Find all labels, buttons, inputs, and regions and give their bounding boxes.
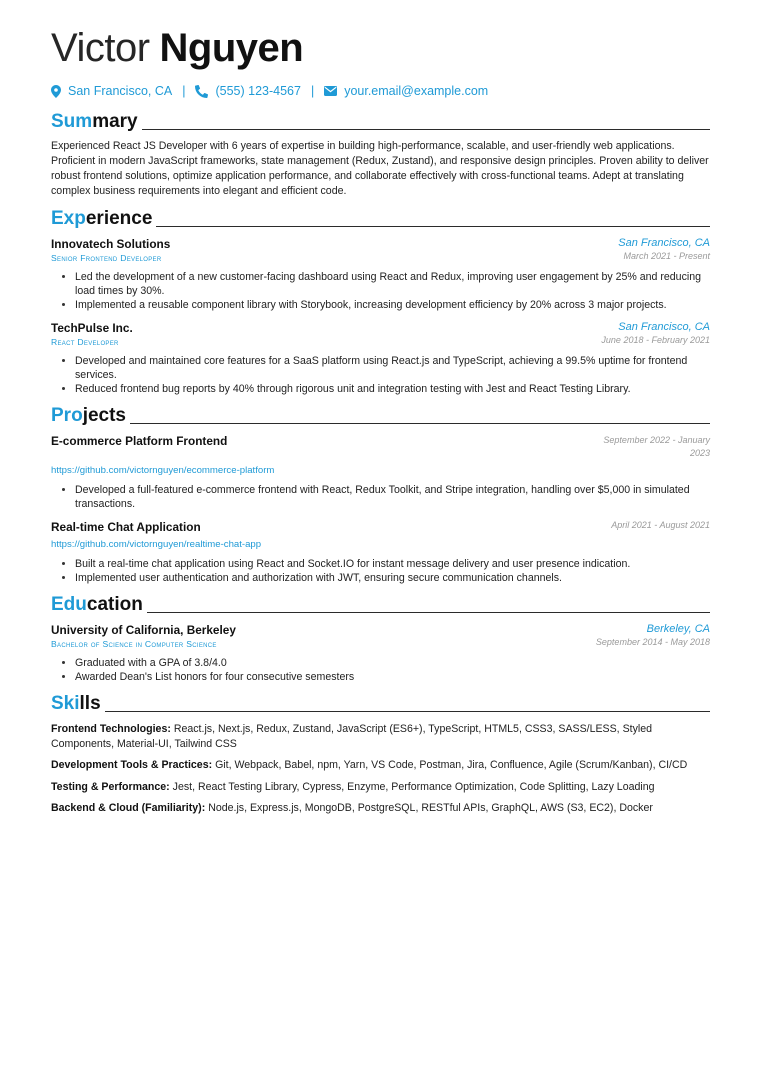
- section-rule: [105, 711, 710, 712]
- bullet-item: • Implemented user authentication and authorization with JWT, ensuring secure communication channels.: [75, 571, 710, 585]
- bullet-item: • Implemented a reusable component library with Storybook, increasing development efficiency by 20% across 3 major projects.: [75, 298, 710, 312]
- email-text: your.email@example.com: [344, 84, 489, 98]
- section-title: Skills: [51, 693, 101, 714]
- company-name: Innovatech Solutions: [51, 237, 171, 251]
- bullet-list: [51, 656, 710, 684]
- skill-line: [51, 722, 710, 751]
- job-location: San Francisco, CA: [618, 237, 710, 249]
- skill-label: Backend & Cloud (Familiarity):: [51, 802, 206, 814]
- bullet-list: [51, 557, 710, 585]
- last-name: Nguyen: [159, 26, 304, 70]
- school-name: University of California, Berkeley: [51, 623, 236, 637]
- contact-line: [51, 84, 710, 98]
- job-dates: June 2018 - February 2021: [601, 335, 710, 345]
- skill-value: Node.js, Express.js, MongoDB, PostgreSQL, RESTful APIs, GraphQL, AWS (S3, EC2), Docker: [208, 802, 653, 814]
- section-title: Education: [51, 594, 143, 615]
- section-heading-summary: [51, 112, 710, 131]
- project-entry: [51, 520, 710, 585]
- bullet-item: • Developed a full-featured e-commerce frontend with React, Redux Toolkit, and Stripe integration, handling over $5,000 in simulated transactions.: [75, 483, 710, 511]
- skill-value: Git, Webpack, Babel, npm, Yarn, VS Code, Postman, Jira, Confluence, Agile (Scrum/Kanban), CI/CD: [215, 759, 688, 771]
- section-rule: [142, 129, 710, 130]
- map-pin-icon: [51, 85, 61, 98]
- bullet-item: • Led the development of a new customer-facing dashboard using React and Redux, improving user engagement by 25% and reducing load times by 30%.: [75, 270, 710, 298]
- phone-contact[interactable]: [195, 84, 300, 98]
- skill-label: Frontend Technologies:: [51, 723, 171, 735]
- job-location: San Francisco, CA: [618, 321, 710, 333]
- job-title: Senior Frontend Developer: [51, 253, 162, 263]
- skill-value: Jest, React Testing Library, Cypress, Enzyme, Performance Optimization, Code Splitting, Lazy Loading: [172, 780, 655, 793]
- job-dates: March 2021 - Present: [623, 251, 710, 261]
- education-dates: September 2014 - May 2018: [595, 637, 710, 647]
- bullet-list: [51, 354, 710, 396]
- skill-line: [51, 801, 710, 816]
- experience-entry: [51, 321, 710, 396]
- project-name: Real-time Chat Application: [51, 520, 201, 534]
- section-rule: [147, 612, 710, 613]
- skill-label: Testing & Performance:: [51, 780, 170, 793]
- skill-label: Development Tools & Practices:: [51, 759, 213, 771]
- project-link[interactable]: https://github.com/victornguyen/realtime-chat-app: [51, 539, 262, 550]
- project-dates: September 2022 - January 2023: [603, 435, 710, 458]
- section-heading-education: [51, 595, 710, 614]
- degree-title: Bachelor of Science in Computer Science: [51, 639, 217, 649]
- company-name: TechPulse Inc.: [51, 321, 133, 335]
- skill-value: React.js, Next.js, Redux, Zustand, JavaScript (ES6+), TypeScript, HTML5, CSS3, SASS/LESS, Styled Components, Material-UI, Tailwind CSS: [51, 723, 653, 750]
- section-heading-projects: [51, 406, 710, 425]
- bullet-item: • Developed and maintained core features for a SaaS platform using React.js and TypeScript, achieving a 99.5% uptime for frontend services.: [75, 354, 710, 382]
- contact-separator: |: [310, 84, 315, 98]
- bullet-item: • Reduced frontend bug reports by 40% through rigorous unit and integration testing with Jest and React Testing Library.: [75, 382, 710, 396]
- education-entry: [51, 623, 710, 684]
- location-text: San Francisco, CA: [68, 84, 173, 98]
- email-contact[interactable]: [324, 84, 488, 98]
- candidate-name: [51, 28, 710, 68]
- section-heading-skills: [51, 694, 710, 713]
- job-title: React Developer: [51, 337, 119, 347]
- section-rule: [130, 423, 710, 424]
- project-entry: [51, 434, 710, 511]
- school-location: Berkeley, CA: [646, 623, 710, 635]
- section-rule: [156, 226, 710, 227]
- experience-entry: [51, 237, 710, 312]
- project-dates: April 2021 - August 2021: [611, 520, 710, 530]
- phone-text: (555) 123-4567: [215, 84, 301, 98]
- skill-line: [51, 758, 710, 773]
- location-contact: [51, 84, 172, 98]
- bullet-item: • Built a real-time chat application using React and Socket.IO for instant message delivery and user presence indication.: [75, 557, 710, 571]
- project-name: E-commerce Platform Frontend: [51, 434, 228, 448]
- bullet-item: • Graduated with a GPA of 3.8/4.0: [75, 656, 710, 670]
- bullet-item: • Awarded Dean's List honors for four consecutive semesters: [75, 670, 710, 684]
- bullet-list: [51, 270, 710, 312]
- summary-text: Experienced React JS Developer with 6 years of expertise in building high-performance, scalable, and user-friendly web applications. Proficient in modern JavaScript frameworks, state management (Redux, Zustand), and responsive design principles. Proven ability to deliver robust frontend solutions, optimize application performance, and collaborate effectively with cross-functional teams. Adept at translating complex business requirements into elegant and efficient code.: [51, 140, 709, 197]
- section-title: Experience: [51, 208, 153, 229]
- section-heading-experience: [51, 209, 710, 228]
- section-title: Projects: [51, 405, 126, 426]
- phone-icon: [195, 85, 208, 98]
- bullet-list: [51, 483, 710, 511]
- skill-line: [51, 780, 710, 795]
- envelope-icon: [324, 86, 337, 96]
- project-link[interactable]: https://github.com/victornguyen/ecommerce-platform: [51, 465, 275, 476]
- first-name: Victor: [51, 26, 150, 70]
- section-title: Summary: [51, 111, 138, 132]
- contact-separator: |: [182, 84, 186, 98]
